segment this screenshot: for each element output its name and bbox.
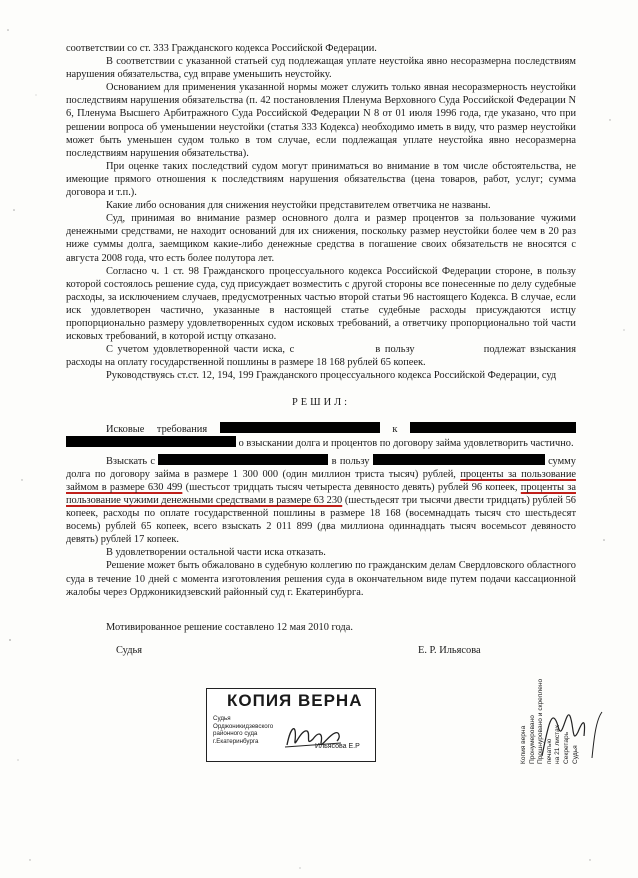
decision-2-loan-interest-words: (шестьсот тридцать тысяч четыреста девяносто девять) рублей 96 копеек,: [185, 481, 518, 493]
decision-2-loan-interest: проценты за пользование займом в размере 630 499: [66, 468, 577, 493]
decision-2-middle: в пользу: [331, 455, 370, 467]
binding-stamp-line: на 21 листах: [554, 724, 562, 764]
stamp-line: районного суда: [213, 730, 258, 738]
decision-1-end: о взыскании долга и процентов по договору займа удовлетворить частично.: [238, 437, 574, 449]
paragraph-5: Какие либо основания для снижения неустойки представителем ответчика не названы.: [106, 200, 491, 212]
stamp-line: Орджоникидзевского: [213, 722, 274, 730]
redaction-bar: [66, 436, 236, 447]
decision-2: [66, 454, 576, 547]
motivated-decision-date: Мотивированное решение составлено 12 мая 2010 года.: [106, 621, 353, 633]
redaction-bar: [373, 454, 545, 465]
paragraph-2: В соответствии с указанной статьей суд подлежащая уплате неустойка явно несоразмерна последствиям нарушения обязательства, суд вправе уменьшить неустойку.: [66, 56, 576, 81]
stamp-title: КОПИЯ ВЕРНА: [227, 691, 363, 710]
paragraph-1: соответствии со ст. 333 Гражданского кодекса Российской Федерации.: [66, 43, 377, 54]
decision-3: В удовлетворении остальной части иска отказать.: [106, 547, 326, 559]
decision-2-total: (шестьдесят три тысячи двести тридцать) рублей 56 копеек, расходы по оплате государственной пошлины в размере 18 168 (восемнадцать тысяч сто шестьдесят восемь) рублей 65 копеек, всего взыскать 2 011 899 (два миллиона одиннадцать тысяч восемьсот девяносто девять) рублей 17 копеек.: [66, 495, 576, 546]
binding-stamp-line: Прошнуровано и скреплено печатью: [537, 678, 553, 764]
stamp-court-lines: [213, 715, 283, 745]
resolved-heading: РЕШИЛ:: [291, 397, 351, 409]
binding-stamp-line: Секретарь: [562, 731, 570, 764]
paragraph-8-middle: в пользу: [375, 344, 415, 356]
judge-signature-row: [66, 640, 576, 660]
paragraph-3: Основанием для применения указанной нормы может служить только явная несоразмерность неустойки последствиям нарушения обязательства (п. 42 постановления Пленума Верховного Суда Российской Федерации N 6, Пленума Высшего Арбитражного Суда Российской Федерации N 8 от 01 июля 1996 года, где указано, что при решении вопроса об уменьшении неустойки (статья 333 Кодекса) необходимо иметь в виду, что размер неустойки может быть уменьшен судом только в том случае, если подлежащая уплате неустойка явно несоразмерна последствиям нарушения обязательства).: [66, 82, 576, 159]
decision-2-funds-interest: проценты за пользование чужими денежными средствами в размере 63 230: [66, 481, 576, 506]
paragraph-8-start: С учетом удовлетворенной части иска, с: [106, 344, 295, 356]
paragraph-9: Руководствуясь ст.ст. 12, 194, 199 Гражданского процессуального кодекса Российской Федерации, суд: [106, 370, 557, 382]
binding-stamp-line: Судья: [571, 745, 579, 764]
document-body: [66, 42, 576, 660]
paragraph-8: [66, 343, 576, 369]
decision-4: Решение может быть обжаловано в судебную коллегию по гражданским делам Свердловского областного суда в течение 10 дней с момента изготовления решения суда в окончательном виде путем подачи кассационной жалобы через Орджоникидзевский районный суд г. Екатеринбурга.: [66, 560, 576, 598]
decision-2-start: Взыскать с: [106, 455, 156, 467]
binding-signature: [522, 686, 612, 762]
judge-label: Судья: [116, 644, 143, 656]
stamp-judge-name: Ильясова Е.Р: [315, 743, 360, 750]
decision-1-middle: к: [392, 423, 398, 435]
decision-1: [66, 422, 576, 450]
paragraph-7: Согласно ч. 1 ст. 98 Гражданского процессуального кодекса Российской Федерации стороне, в пользу которой состоялось решение суда, суд присуждает возместить с другой стороны все понесенные по делу судебные расходы, за исключением случаев, предусмотренных частью второй статьи 96 настоящего Кодекса. В случае, если иск удовлетворен частично, указанные в настоящей статье судебные расходы присуждаются истцу пропорционально размеру удовлетворенных судом исковых требований, а ответчику пропорционально той части исковых требований, в которой истцу отказано.: [66, 265, 576, 343]
binding-stamp-line: Пронумеровано: [528, 715, 536, 764]
decision-2-principal: сумму долга по договору займа в размере 1 300 000 (один миллион триста тысяч) рублей,: [66, 455, 576, 480]
binding-stamp-line: Копия верна: [520, 725, 527, 764]
redaction-bar: [220, 422, 380, 433]
copy-certified-stamp: [206, 688, 376, 762]
stamp-line: Судья: [213, 715, 231, 722]
paragraph-8-end: подлежат взыскания расходы на оплату государственной пошлины в размере 18 168 рублей 65 копеек.: [66, 344, 576, 369]
paragraph-6: Суд, принимая во внимание размер основного долга и размер процентов за пользование чужими денежными средствами, не находит оснований для их снижения, поскольку размер неустойки более чем в 20 раз ниже суммы долга, заемщиком какие-либо денежные средства в погашение своих обязательств не вносятся с августа 2008 года, что есть более полутора лет.: [66, 213, 576, 264]
judge-name: Е. Р. Ильясова: [418, 644, 481, 656]
paragraph-4: При оценке таких последствий судом могут приниматься во внимание в том числе обстоятельства, не имеющие прямого отношения к последствиям нарушения обязательства (цена товаров, работ, услуг; сумма договора и т.п.).: [66, 160, 576, 199]
redaction-bar: [158, 454, 328, 465]
stamp-line: г.Екатеринбурга: [213, 737, 259, 745]
binding-stamp: [520, 676, 620, 764]
decision-1-start: Исковые требования: [106, 423, 208, 435]
redaction-bar: [410, 422, 576, 433]
